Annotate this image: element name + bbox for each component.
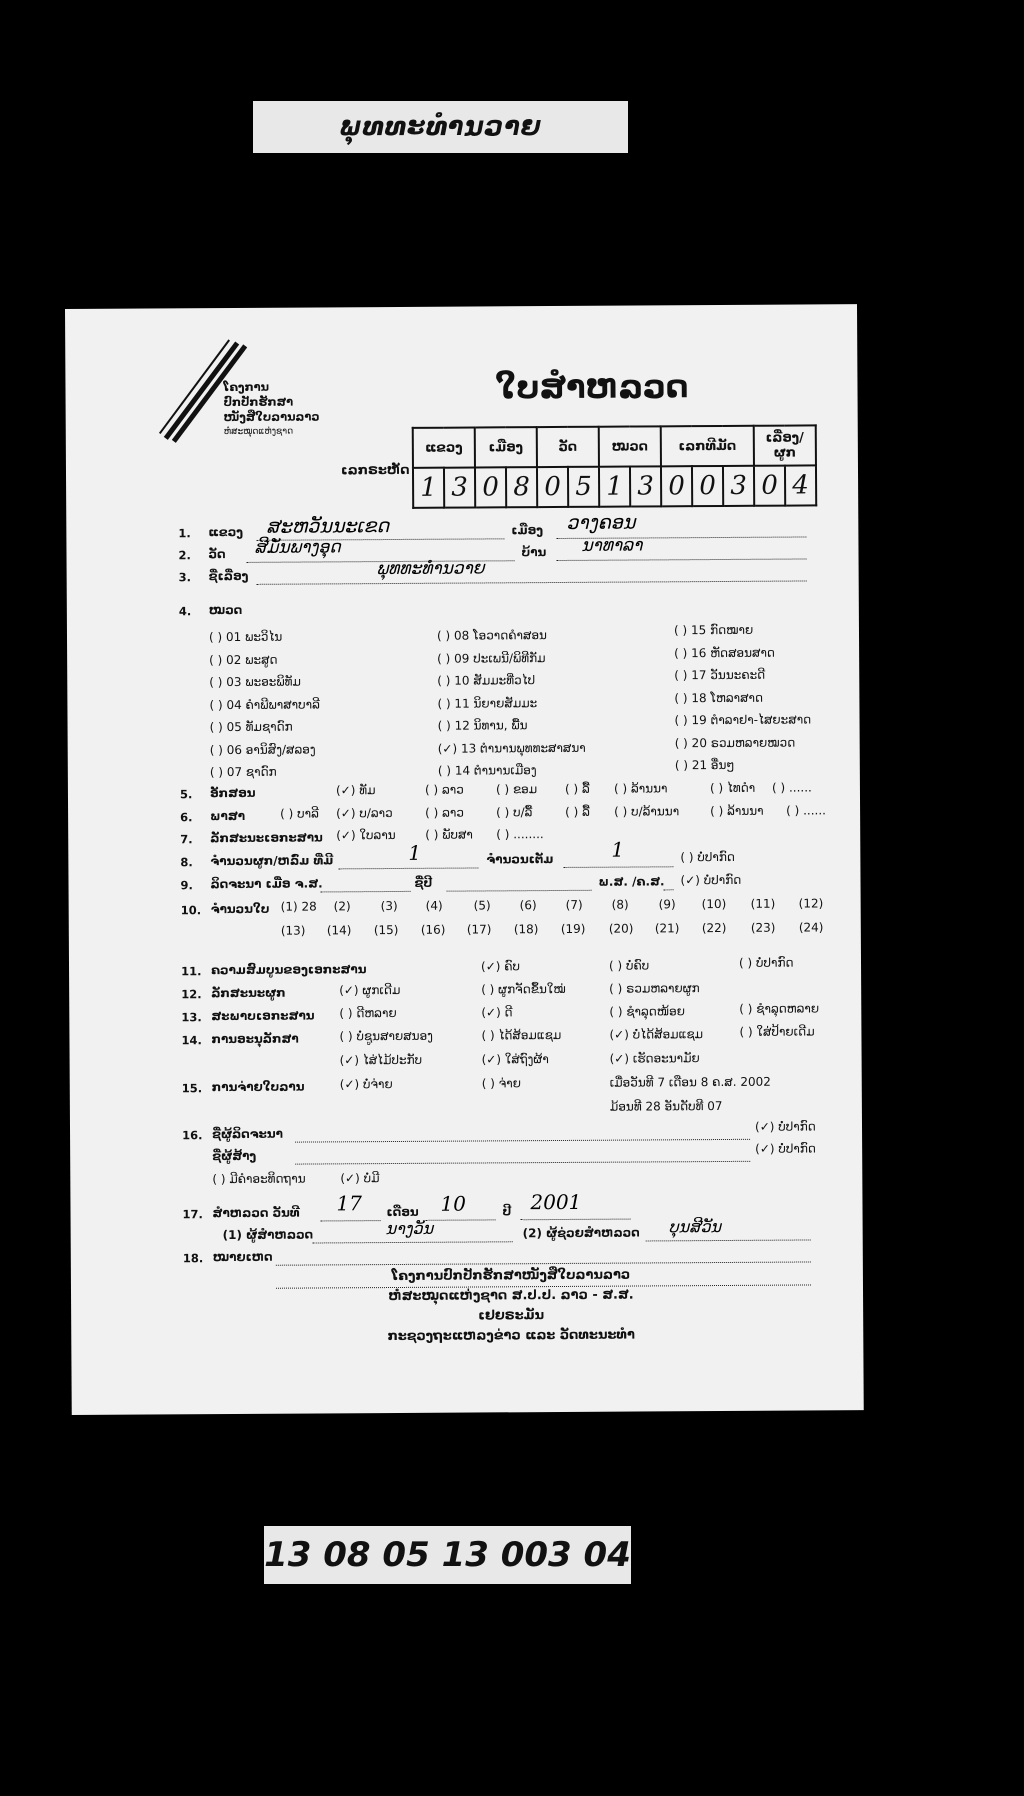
leaf-count-label: ຈຳນວນໃບ — [210, 901, 270, 917]
temple-value: ສີມັ່ນພາງອຸດ — [254, 537, 341, 558]
survey-year-label: ປີ — [502, 1204, 512, 1219]
bundle-type-option[interactable]: ( ) ຣວມຫລາຍຜູກ — [609, 981, 700, 996]
date-not-shown-option[interactable]: (✓) ບໍ່ປາກົດ — [680, 872, 742, 888]
language-option[interactable]: (✓) ບ/ລາວ — [336, 806, 393, 821]
language-option[interactable]: ( ) ບ/ລື້ — [496, 805, 533, 820]
material-option[interactable]: (✓) ໃບລານ — [336, 827, 396, 843]
leaf-count-cell: (18) — [513, 922, 539, 937]
title-label: ຊື່ເລື່ອງ — [208, 568, 249, 584]
condition-option[interactable]: ( ) ຊຳລຸດຫລາຍ — [739, 1001, 820, 1016]
survey-day-value: 17 — [336, 1191, 362, 1216]
distribution-option[interactable]: ( ) ຈ່າຍ — [481, 1076, 522, 1091]
category-option[interactable]: ( ) 18 ໂຫລາສາດ — [674, 690, 764, 705]
leaf-count-cell: (17) — [466, 922, 492, 937]
distribution-label: ການຈ່າຍໃບລານ — [211, 1079, 305, 1095]
leaf-count-cell: (15) — [373, 922, 399, 938]
full-count-value: 1 — [611, 837, 625, 862]
scribe-not-shown-option[interactable]: (✓) ບໍ່ປາກົດ — [754, 1119, 816, 1134]
field-number: 7. — [180, 832, 193, 847]
code-header: ເລກທີມັດ — [661, 426, 754, 467]
bundle-type-option[interactable]: ( ) ຜູກຈັດຂຶ້ນໃໝ່ — [481, 981, 566, 997]
category-option[interactable]: ( ) 20 ຣວມຫລາຍໝວດ — [674, 735, 796, 750]
category-option[interactable]: ( ) 05 ທັມຊາດົກ — [209, 719, 293, 735]
leaf-count-cell: (12) — [798, 896, 824, 911]
preservation-option[interactable]: ( ) ໄດ້ສ້ອມແຊມ — [481, 1027, 562, 1043]
category-option[interactable]: ( ) 02 ພະສູດ — [209, 652, 278, 667]
field-number: 12. — [181, 987, 202, 1002]
script-option[interactable]: ( ) ຂອມ — [495, 782, 538, 797]
material-option[interactable]: ( ) ........ — [496, 827, 544, 842]
category-option[interactable]: ( ) 21 ອື່ນໆ — [674, 757, 735, 773]
date-written-label: ລິດຈະນາ ເມື່ອ ຈ.ສ. — [210, 876, 323, 892]
code-label: ເລກຣະຫັດ — [340, 462, 410, 479]
distribution-option[interactable]: (✓) ບໍ່ຈ່າຍ — [339, 1077, 393, 1092]
code-digit: 1 — [599, 467, 630, 507]
surveyor-label: (1) ຜູ້ສຳຫລວດ — [222, 1227, 314, 1243]
category-option[interactable]: ( ) 15 ກົດໝາຍ — [673, 622, 754, 638]
field-number: 9. — [180, 878, 193, 893]
prayer-option[interactable]: (✓) ບໍ່ມີ — [340, 1171, 380, 1186]
category-column-1 — [209, 625, 320, 783]
remarks-label: ໝາຍເຫດ — [212, 1249, 273, 1265]
category-column-2 — [437, 624, 586, 782]
completeness-option[interactable]: (✓) ຄົບ — [480, 959, 521, 974]
distribution-date: ເມື່ອວັນທີ 7 ເດືອນ 8 ຄ.ສ. 2002 — [609, 1074, 771, 1090]
form-title: ໃບສຳຫລວດ — [495, 367, 689, 407]
scribe-label: ຊື່ຜູ້ລິດຈະນາ — [212, 1126, 284, 1142]
code-header: ແຂວງ — [413, 427, 475, 467]
category-option[interactable]: ( ) 04 ຄຳພີພາສາບາລີ — [209, 696, 320, 712]
leaf-count-cell: (20) — [608, 921, 634, 936]
language-option[interactable]: ( ) ລາວ — [425, 805, 464, 820]
category-option[interactable]: ( ) 16 ຫັດສອນສາດ — [674, 645, 775, 660]
field-number: 15. — [181, 1081, 203, 1096]
category-option[interactable]: (✓) 13 ຕຳນານພຸທທະສາສນາ — [437, 740, 586, 756]
preservation-option[interactable]: (✓) ບໍ່ໄດ້ສ້ອມແຊມ — [609, 1027, 704, 1042]
condition-option[interactable]: ( ) ຊຳລຸດໜ້ອຍ — [609, 1004, 686, 1019]
field-number: 2. — [178, 548, 191, 563]
field-number: 13. — [181, 1010, 202, 1025]
title-value: ພຸທທະທຳນວາຍ — [376, 558, 485, 580]
org-logo-text: ໂຄງການ ປົກປັກຮັກສາ ໜັງສືໃບລານລາວ ຫໍສະໝຸດແຫ່ງຊາດ — [223, 379, 320, 438]
preservation-label: ການອະນຸລັກສາ — [211, 1031, 299, 1047]
sponsor-label: ຊື່ຜູ້ສ້າງ — [212, 1148, 257, 1164]
leaf-count-cell: (16) — [420, 922, 446, 937]
leaf-count-cell: (6) — [519, 898, 537, 913]
language-option[interactable]: ( ) ລື້ — [565, 804, 590, 819]
leaf-count-cell: (9) — [658, 897, 676, 912]
category-option[interactable]: ( ) 03 ພະອະພິທັມ — [209, 674, 301, 690]
preservation-option[interactable]: (✓) ເຮັດອະນາມັຍ — [609, 1051, 700, 1066]
leaf-count-cell: (11) — [750, 896, 776, 911]
field-number: 17. — [182, 1207, 203, 1222]
preservation-option[interactable]: ( ) ບໍ່ຊູນສາຍສນອງ — [339, 1028, 433, 1044]
full-count-label: ຈຳນວນເຕັມ — [486, 852, 554, 867]
leaf-count-cell: (10) — [701, 896, 727, 912]
bottom-code-label: 13 08 05 13 003 04 — [264, 1526, 631, 1584]
material-option[interactable]: ( ) ພັບສາ — [425, 827, 473, 842]
category-option[interactable]: ( ) 14 ຕຳນານເມືອງ — [437, 763, 537, 778]
preservation-option[interactable]: (✓) ໄສ່ໄມ້ປະກັບ — [339, 1052, 423, 1068]
category-option[interactable]: ( ) 08 ໂອວາດຄຳສອນ — [436, 628, 547, 643]
province-value: ສະຫວັນນະເຂດ — [266, 515, 390, 538]
field-number: 1. — [178, 526, 191, 541]
category-option[interactable]: ( ) 06 ອານິສົງ/ສລອງ — [209, 741, 316, 757]
field-number: 11. — [181, 964, 202, 979]
top-title-label: ພຸທທະທຳນວາຍ — [253, 101, 628, 153]
script-label: ອັກສອນ — [209, 785, 256, 801]
leaf-count-cell: (8) — [611, 897, 629, 912]
field-number: 8. — [180, 855, 193, 870]
code-digit: 1 — [413, 468, 444, 508]
category-column-3 — [674, 618, 812, 776]
script-option[interactable]: ( ) ...... — [771, 780, 812, 795]
leaf-count-cell: (22) — [701, 920, 727, 936]
field-number: 6. — [180, 810, 193, 825]
leaf-count-cell: (5) — [473, 898, 491, 913]
bundle-not-shown-option[interactable]: ( ) ບໍ່ປາກົດ — [680, 849, 735, 865]
category-option[interactable]: ( ) 09 ປະເພນີ/ພິທີກັມ — [437, 650, 546, 666]
leaf-count-cell: (2) — [333, 899, 351, 914]
leaf-count-cell: (24) — [798, 920, 824, 935]
category-option[interactable]: ( ) 17 ວັນນະຄະດີ — [674, 667, 766, 683]
prayer-option[interactable]: ( ) ມີຄຳອະທິດຖານ — [212, 1171, 306, 1187]
field-number: 14. — [181, 1033, 202, 1048]
leaf-count-cell: (3) — [380, 898, 398, 914]
completeness-option[interactable]: ( ) ບໍ່ຄົບ — [608, 958, 650, 973]
language-option[interactable]: ( ) ລ້ານນາ — [710, 803, 764, 819]
bundle-type-option[interactable]: (✓) ຜູກເດີມ — [339, 982, 401, 998]
completeness-label: ຄວາມສົມບູນຂອງເອກະສານ — [210, 962, 367, 978]
leaf-count-cell: (21) — [654, 921, 680, 936]
code-digit: 3 — [444, 467, 475, 507]
code-header: ເລື່ອງ/ຜູກ — [754, 425, 816, 465]
field-number: 5. — [179, 787, 193, 802]
completeness-option[interactable]: ( ) ບໍ່ປາກົດ — [738, 955, 794, 970]
code-digit: 0 — [661, 466, 692, 506]
preservation-option[interactable]: ( ) ໃສ່ປ້າຍເດີມ — [739, 1024, 815, 1039]
district-value: ວາງຄອນ — [566, 511, 636, 534]
code-digit: 0 — [475, 467, 506, 507]
code-header: ວັດ — [537, 427, 599, 467]
language-option[interactable]: ( ) ບ/ລ້ານນາ — [614, 804, 680, 819]
code-digit: 8 — [506, 467, 537, 507]
code-digit: 5 — [568, 467, 599, 507]
category-option[interactable]: ( ) 19 ຕຳລາຢາ-ໄສຍະສາດ — [674, 712, 812, 728]
village-value: ນາທາລາ — [581, 535, 643, 556]
era-label: ພ.ສ. /ຄ.ສ. — [598, 874, 665, 889]
language-label: ພາສາ — [210, 808, 246, 824]
district-label: ເມືອງ — [511, 523, 544, 538]
field-number: 18. — [182, 1251, 204, 1266]
leaf-count-cell: (4) — [425, 898, 443, 913]
code-digit: 3 — [723, 466, 754, 506]
survey-year-value: 2001 — [530, 1189, 582, 1215]
script-option[interactable]: ( ) ລາວ — [424, 782, 464, 797]
code-digit: 3 — [630, 466, 661, 506]
category-option[interactable]: ( ) 07 ຊາດົກ — [209, 764, 277, 780]
survey-date-label: ສຳຫລວດ ວັນທີ — [212, 1205, 300, 1221]
code-header: ໝວດ — [599, 426, 661, 466]
leaf-count-cell: (7) — [565, 897, 583, 912]
survey-sheet — [65, 304, 864, 1415]
category-option[interactable]: ( ) 01 ພະວິໄນ — [208, 629, 283, 645]
language-option[interactable]: ( ) ...... — [786, 803, 827, 818]
survey-month-label: ເດືອນ — [386, 1204, 419, 1220]
footer-org: ໂຄງການປົກປັກຮັກສາໜັງສືໃບລານລາວ ຫໍສະໝຸດແຫ່ງຊາດ ສ.ປ.ປ. ລາວ - ສ.ສ. ເຢຍຣະມັນ ກະຊວງຖະແຫລງຂ່າວ ແລະ ວັດທະນະທຳ — [387, 1267, 635, 1345]
temple-label: ວັດ — [208, 547, 226, 562]
code-digit: 4 — [785, 465, 816, 505]
assistant-value: ບຸນສີວັນ — [668, 1217, 722, 1237]
field-number: 16. — [182, 1128, 203, 1143]
sponsor-not-shown-option[interactable]: (✓) ບໍ່ປາກົດ — [755, 1141, 816, 1156]
material-label: ລັກສະນະເອກະສານ — [210, 830, 323, 846]
code-table — [412, 424, 817, 508]
category-option[interactable]: ( ) 10 ສັມມະທີ່ວໄປ — [437, 673, 536, 688]
bundle-count-value: 1 — [408, 840, 422, 865]
surveyor-value: ນາງວັນ — [385, 1218, 434, 1239]
field-number: 4. — [178, 604, 192, 619]
year-name-label: ຊື່ປີ — [414, 875, 433, 890]
script-option[interactable]: ( ) ລ້ານນາ — [613, 781, 668, 796]
code-header: ເມືອງ — [475, 427, 537, 467]
distribution-bundle: ມ້ອນທີ 28 ອັນດັບທີ 07 — [609, 1098, 723, 1114]
category-label: ໝວດ — [208, 602, 243, 618]
script-option[interactable]: (✓) ທັມ — [335, 783, 376, 798]
bundle-count-label: ຈຳນວນຜູກ/ຫລົ່ມ ທີ່ມີ — [210, 853, 334, 869]
category-option[interactable]: ( ) 11 ນິຍາຍສັມມະ — [437, 695, 538, 711]
condition-label: ສະພາບເອກະສານ — [211, 1008, 315, 1024]
preservation-option[interactable]: (✓) ໃສ່ຖົງຜ້າ — [481, 1052, 549, 1067]
code-digit: 0 — [692, 466, 723, 506]
bundle-type-label: ລັກສະນະຜູກ — [211, 985, 286, 1001]
script-option[interactable]: ( ) ລື້ — [564, 781, 590, 796]
condition-option[interactable]: (✓) ດີ — [481, 1005, 513, 1020]
category-option[interactable]: ( ) 12 ນິທານ, ພື້ນ — [437, 718, 528, 733]
leaf-count-cell: (23) — [750, 920, 776, 935]
leaf-count-cell: (19) — [560, 921, 586, 936]
field-number: 10. — [180, 903, 202, 918]
script-option[interactable]: ( ) ໄທດຳ — [709, 780, 756, 796]
condition-option[interactable]: ( ) ດີຫລາຍ — [339, 1005, 397, 1021]
code-digit: 0 — [537, 467, 568, 507]
leaf-count-cell: (14) — [326, 923, 352, 938]
survey-month-value: 10 — [440, 1191, 466, 1216]
leaf-count-cell: (1) 28 — [280, 899, 317, 914]
assistant-label: (2) ຜູ້ຊ່ວຍສຳຫລວດ — [522, 1225, 640, 1241]
field-number: 3. — [178, 570, 192, 585]
code-digit: 0 — [754, 466, 785, 506]
village-label: ບ້ານ — [521, 545, 547, 560]
language-option[interactable]: ( ) ບາລີ — [280, 806, 319, 821]
province-label: ແຂວງ — [208, 524, 244, 540]
leaf-count-cell: (13) — [280, 923, 306, 938]
